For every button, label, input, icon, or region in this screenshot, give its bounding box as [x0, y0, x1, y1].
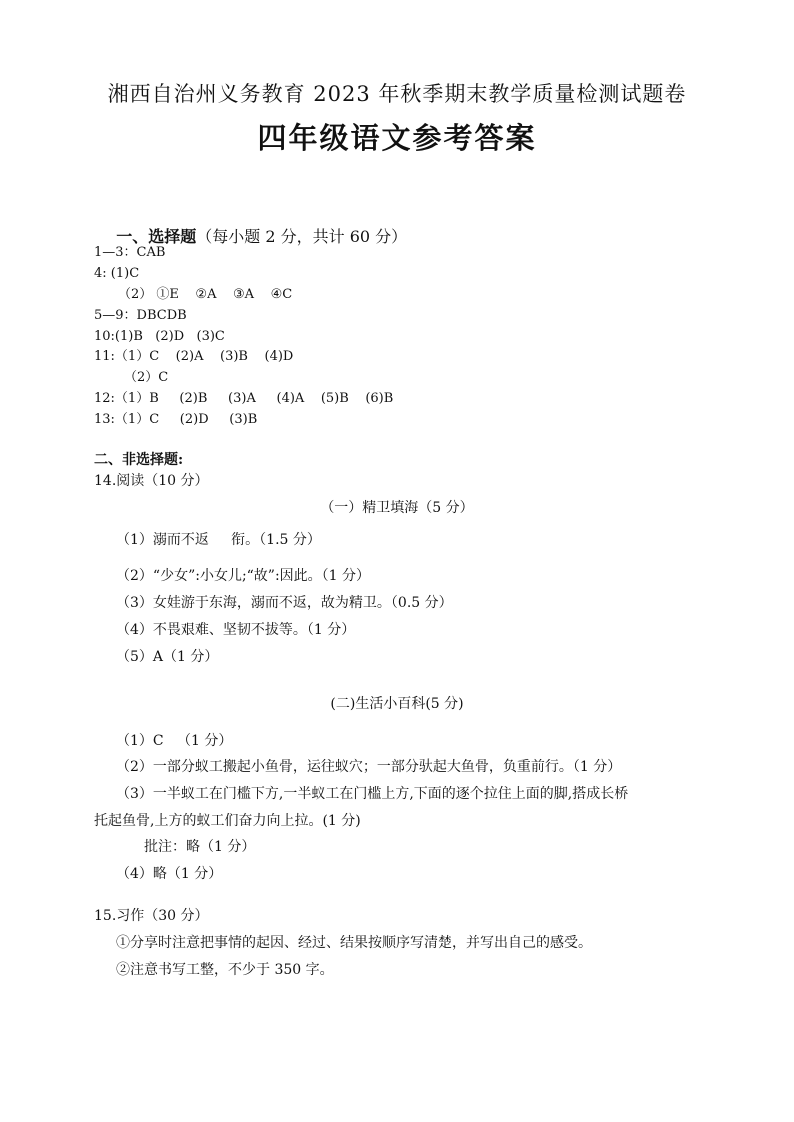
part1-title: （一）精卫填海（5 分） — [320, 500, 474, 516]
part2-title: (二)生活小百科(5 分) — [330, 696, 464, 712]
part2-line-1: （1）C （1 分） — [116, 733, 233, 749]
answer-line-2: 4: (1)C — [94, 266, 140, 281]
q15-line-1: ①分享时注意把事情的起因、经过、结果按顺序写清楚，并写出自己的感受。 — [116, 935, 592, 951]
part1-line-5: （5）A（1 分） — [116, 649, 219, 665]
part1-line-3: （3）女娃游于东海，溺而不返，故为精卫。（0.5 分） — [116, 595, 453, 611]
part1-line-2: （2）“少女”:小女儿;“故”:因此。（1 分） — [116, 568, 371, 584]
q15-line-2: ②注意书写工整，不少于 350 字。 — [116, 962, 334, 978]
part1-line-1: （1）溺而不返 衔。（1.5 分） — [116, 532, 321, 548]
page-title: 四年级语文参考答案 — [257, 121, 537, 155]
answer-line-7: （2）C — [124, 370, 169, 385]
part1-line-4: （4）不畏艰难、坚韧不拔等。（1 分） — [116, 622, 356, 638]
answer-line-9: 13:（1）C (2)D (3)B — [94, 412, 258, 427]
section1-heading-label: 一、选择题 — [116, 227, 197, 246]
part2-line-3: （3）一半蚁工在门槛下方,一半蚁工在门槛上方,下面的逐个拉住上面的脚,搭成长桥 — [116, 786, 629, 802]
part2-line-2: （2）一部分蚁工搬起小鱼骨，运往蚁穴；一部分驮起大鱼骨，负重前行。（1 分） — [116, 759, 622, 775]
q15-title: 15.习作（30 分） — [94, 908, 209, 924]
answer-line-5: 10:(1)B (2)D (3)C — [94, 329, 225, 344]
answer-line-3: （2） ①E ②A ③A ④C — [118, 287, 293, 302]
section2-heading: 二、非选择题: — [94, 452, 184, 468]
q14-title: 14.阅读（10 分） — [94, 473, 209, 489]
part2-line-6: （4）略（1 分） — [116, 866, 223, 882]
part2-line-5: 批注：略（1 分） — [144, 839, 256, 855]
part2-line-4: 托起鱼骨,上方的蚁工们奋力向上拉。(1 分) — [94, 813, 361, 829]
answer-line-8: 12:（1）B (2)B (3)A (4)A (5)B (6)B — [94, 391, 394, 406]
answer-line-4: 5—9：DBCDB — [94, 308, 187, 323]
answer-line-6: 11:（1）C (2)A (3)B (4)D — [94, 349, 294, 364]
section1-score-note: （每小题 2 分，共计 60 分） — [196, 227, 408, 246]
exam-title: 湘西自治州义务教育 2023 年秋季期末教学质量检测试题卷 — [107, 82, 687, 106]
answer-line-1: 1—3：CAB — [94, 245, 166, 260]
